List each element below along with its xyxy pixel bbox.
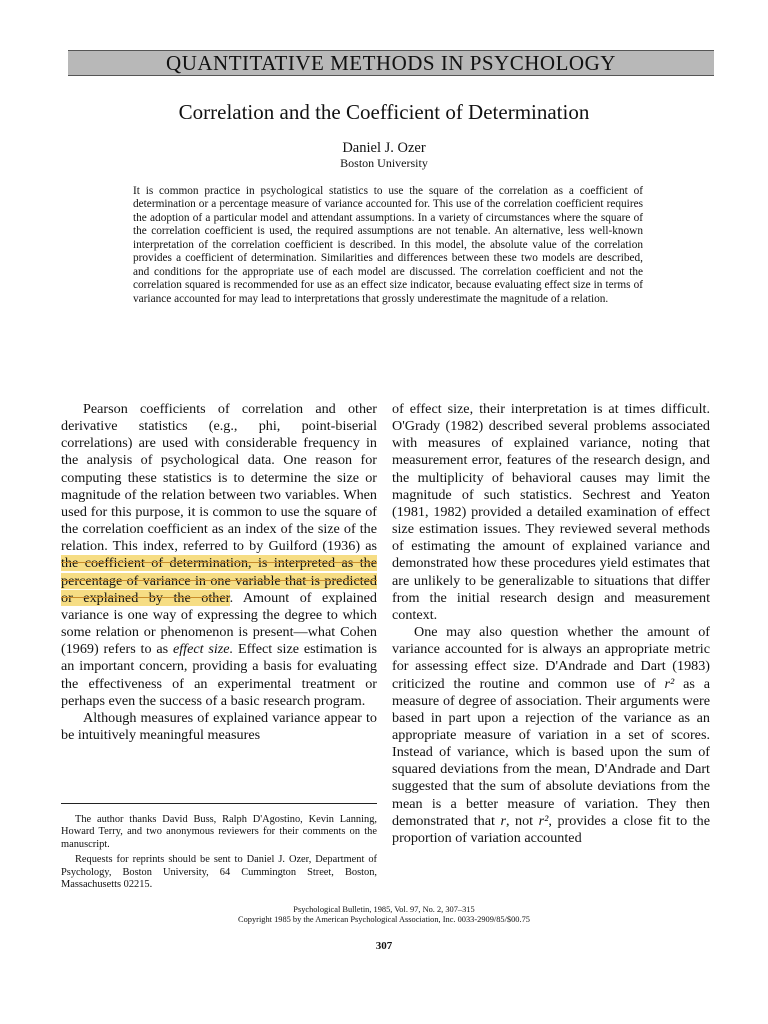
paragraph-continued: of effect size, their interpretation is at times difficult. O'Grady (1982) described several problems associated with measures of explained variance, noting that measurement error, features of the research design, and the multiplicity of behavioral causes may limit the magnitude of such statistics. Sechrest and Yeaton (1981, 1982) provided a detailed examination of effect size estimation issues. They reviewed several methods of estimating the amount of explained variance and demonstrated how these procedures yield estimates that are unlikely to be generalizable to situations that differ from the initial research design and measurement context.: [392, 401, 710, 623]
abstract: It is common practice in psychological statistics to use the square of the correlation as a coefficient of determination or a percentage measure of variance accounted for. This use of the correlation coefficient requires the adoption of a particular model and attendant assumptions. In a variety of circumstances where the square of the correlation coefficient is used, the required assumptions are not tenable. An alternative, less well-known interpretation of the correlation coefficient is described. In this model, the absolute value of the correlation provides a coefficient of determination. Similarities and differences between these two models are described, and conditions for the appropriate use of each model are discussed. The correlation coefficient and not the correlation squared is recommended for use as an effect size indicator, because evaluating effect size in terms of variance accounted for may lead to interpretations that grossly underestimate the magnitude of a relation.: [133, 185, 643, 305]
article-title: Correlation and the Coefficient of Determination: [178, 100, 590, 124]
footnote-reprints: Requests for reprints should be sent to Daniel J. Ozer, Department of Psychology, Boston University, 64 Cummington Street, Boston, Massachusetts 02215.: [61, 854, 377, 891]
footnotes: [61, 814, 377, 894]
paragraph-appropriate-metric: One may also question whether the amount of variance accounted for is always an appropriate metric for assessing effect size. D'Andrade and Dart (1983) criticized the routine and common use of r² as a measure of degree of association. Their arguments were based in part upon a rejection of the variance as an appropriate measure of variation in a set of scores. Instead of variance, which is based upon the sum of squared deviations from the mean, D'Andrade and Dart suggested that the sum of absolute deviations from the mean is a better measure of variation. They then demonstrated that r, not r², provides a close fit to the proportion of variation accounted: [392, 624, 710, 846]
math-r-squared: r²: [664, 675, 675, 692]
section-banner: QUANTITATIVE METHODS IN PSYCHOLOGY: [68, 50, 714, 76]
journal-info: Psychological Bulletin, 1985, Vol. 97, No. 2, 307–315: [293, 905, 475, 914]
body-column-left: [61, 401, 377, 744]
author-name: Daniel J. Ozer: [342, 140, 426, 156]
math-r: r: [500, 812, 506, 829]
footnote-divider: [61, 803, 377, 804]
italic-term: effect size.: [172, 641, 234, 658]
paragraph-explained-variance: Although measures of explained variance appear to be intuitively meaningful measures: [61, 709, 377, 743]
author-affiliation: Boston University: [340, 156, 428, 170]
highlighted-text: the coefficient of determination, is interpreted as the percentage of variance in one variable that is predicted or explained by the other: [61, 555, 377, 606]
journal-citation: [0, 905, 768, 925]
copyright-line: Copyright 1985 by the American Psychological Association, Inc. 0033-2909/85/$00.75: [238, 915, 530, 924]
body-column-right: [392, 401, 710, 847]
footnote-acknowledgment: The author thanks David Buss, Ralph D'Agostino, Kevin Lanning, Howard Terry, and two anonymous reviewers for their comments on the manuscript.: [61, 814, 377, 850]
math-r-squared: r²: [538, 812, 549, 829]
paragraph-intro: Pearson coefficients of correlation and other derivative statistics (e.g., phi, point-biserial correlations) are used with considerable frequency in the analysis of psychological data. One reason for computing these statistics is to determine the size or magnitude of the relation between two variables. When used for this purpose, it is common to use the square of the correlation coefficient as an index of the size of the relation. This index, referred to by Guilford (1936) as the coefficient of determination, is interpreted as the percentage of variance in one variable that is predicted or explained by the other. Amount of explained variance is one way of expressing the degree to which some relation or phenomenon is present—what Cohen (1969) refers to as effect size. Effect size estimation is an important concern, providing a basis for evaluating the effectiveness of an experimental treatment or perhaps even the success of a basic research program.: [61, 401, 377, 709]
page-number: 307: [375, 940, 393, 952]
